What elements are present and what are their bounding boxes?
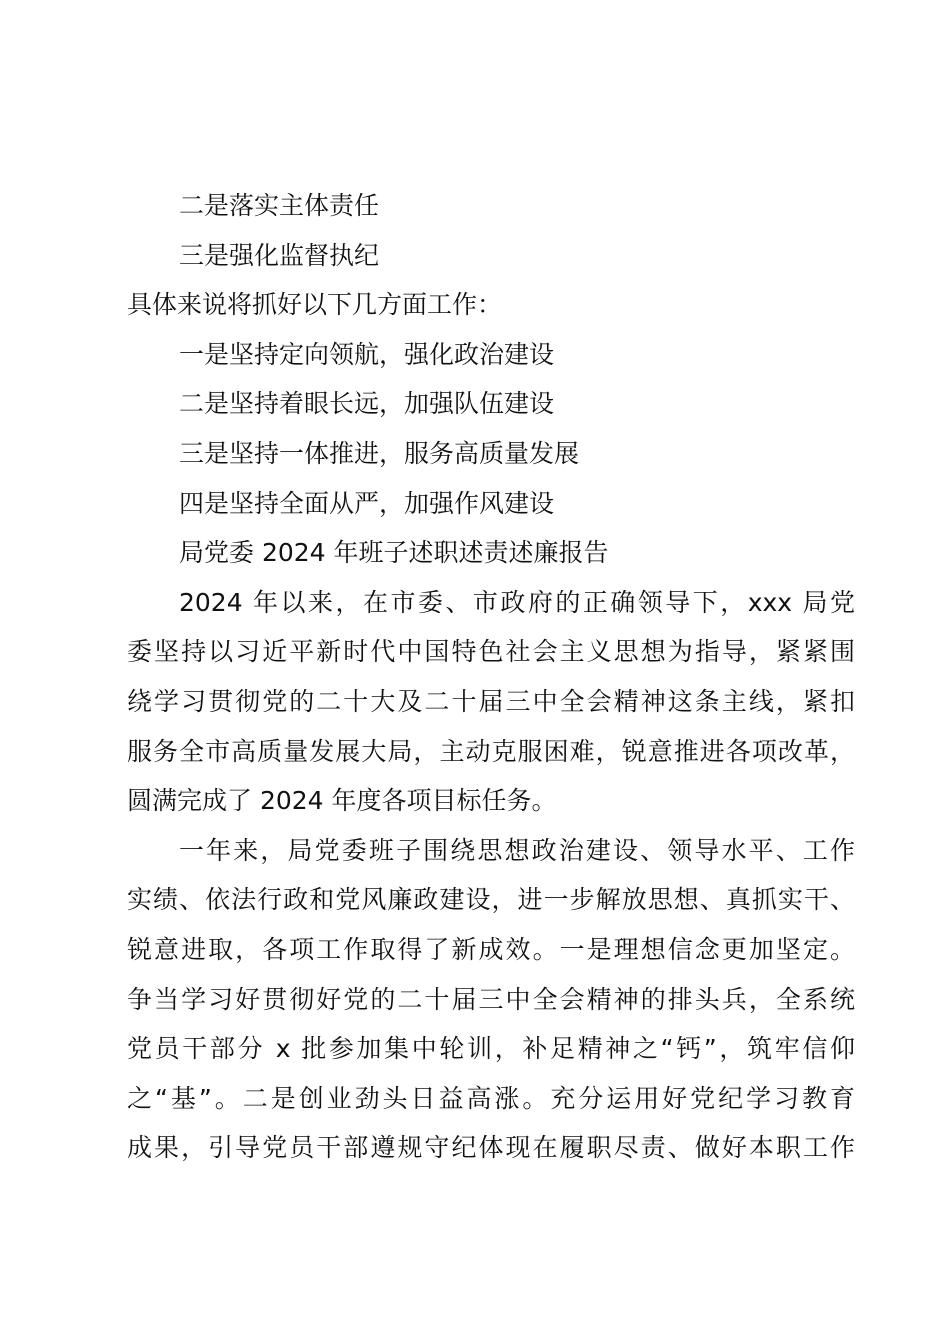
text-line: 二是坚持着眼长远，加强队伍建设 [179, 389, 555, 419]
text-line: 二是落实主体责任 [179, 191, 380, 220]
text-line: 2024 年以来，在市委、市政府的正确领导下，xxx 局党 [179, 587, 855, 617]
text-line: 圆满完成了 2024 年度各项目标任务。 [127, 786, 557, 816]
text-line: 一年来，局党委班子围绕思想政治建设、领导水平、工作 [179, 835, 855, 865]
paragraph-1 [127, 578, 855, 826]
text-line: 锐意进取，各项工作取得了新成效。一是理想信念更加坚定。 [127, 934, 855, 964]
paragraph-2 [127, 826, 855, 1173]
text-line: 绕学习贯彻党的二十大及二十届三中全会精神这条主线，紧扣 [127, 686, 855, 716]
text-line: 一是坚持定向领航，强化政治建设 [179, 339, 555, 369]
text-line: 三是强化监督执纪 [179, 240, 380, 270]
text-line: 具体来说将抓好以下几方面工作： [127, 290, 503, 320]
text-line: 争当学习好贯彻好党的二十届三中全会精神的排头兵，全系统 [127, 984, 855, 1014]
text-line: 实绩、依法行政和党风廉政建设，进一步解放思想、真抓实干、 [127, 885, 855, 915]
text-line: 服务全市高质量发展大局，主动克服困难，锐意推进各项改革， [127, 736, 855, 766]
text-line: 党员干部分 x 批参加集中轮训，补足精神之“钙”，筑牢信仰 [127, 1034, 855, 1064]
document-body [127, 181, 855, 1173]
report-title: 局党委 2024 年班子述职述责述廉报告 [179, 538, 609, 568]
text-line: 委坚持以习近平新时代中国特色社会主义思想为指导，紧紧围 [127, 637, 855, 667]
text-line: 四是坚持全面从严，加强作风建设 [179, 488, 555, 518]
text-line: 成果，引导党员干部遵规守纪体现在履职尽责、做好本职工作 [127, 1133, 855, 1163]
text-line: 之“基”。二是创业劲头日益高涨。充分运用好党纪学习教育 [127, 1083, 855, 1113]
text-line: 三是坚持一体推进，服务高质量发展 [179, 438, 580, 468]
